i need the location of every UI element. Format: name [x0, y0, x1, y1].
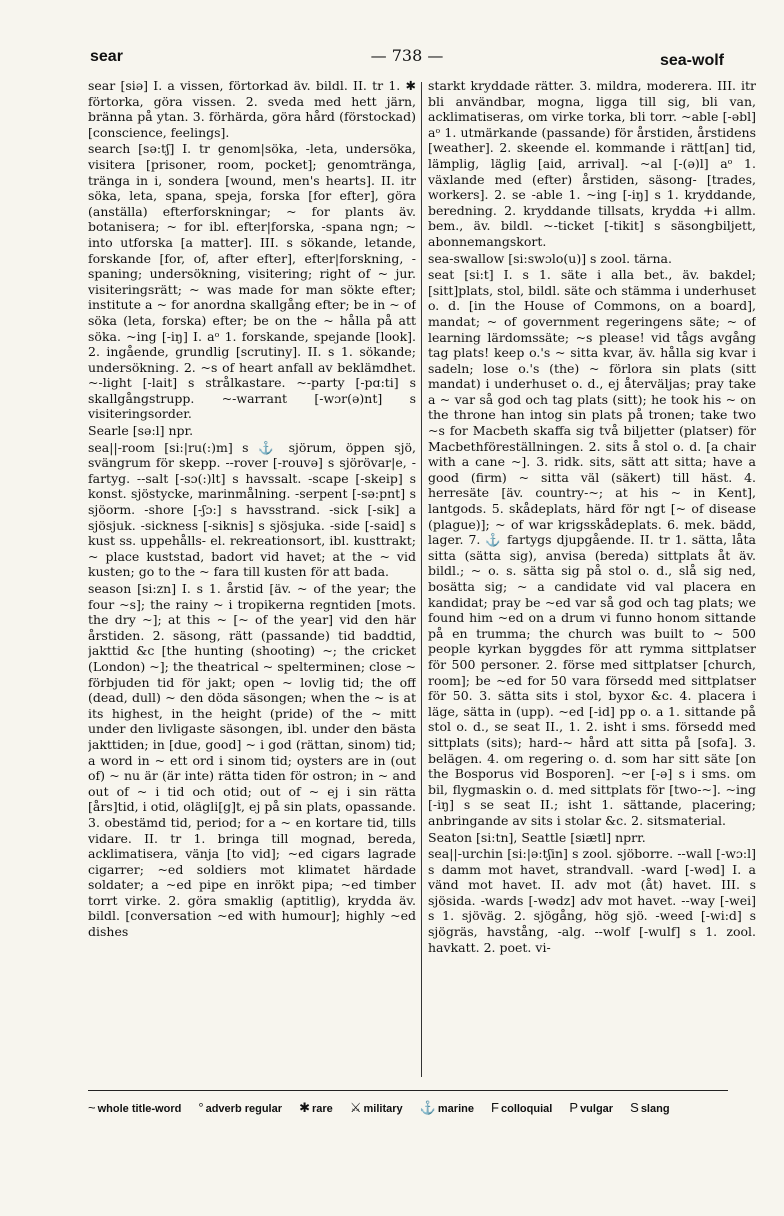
asterisk-icon: ✱	[299, 1100, 310, 1115]
letter-f-icon: F	[491, 1100, 499, 1115]
degree-icon: °	[198, 1100, 204, 1115]
entry-seat: seat [si:t] I. s 1. säte i alla bet., äv. bakdel; [sitt]plats, stol, bildl. säte och stämma i underhuset o. d. [in the House of Commons, on a board], mandat; ~ of government regeringens säte; ~ of learning lärdomssäte; ~s please! vid tågs avgång tag plats! keep o.'s ~ sitta kvar, äv. hålla sig kvar i sadeln; lose o.'s (the) ~ förlora sin plats (sitt mandat) i underhuset o. d., ej återväljas; pray take a ~ var så god och tag plats (sitt); he took his ~ on the throne han intog sin plats på tronen; take two ~s for Macbeth skaffa sig två biljetter (platser) för Macbethföreställningen. 2. sits å stol o. d. [a chair with a cane ~]. 3. ridk. sits, sätt att sitta; have a good (firm) ~ sitta väl (säkert) till häst. 4. herresäte [äv. country-~; at his ~ in Kent], lantgods. 5. skådeplats, härd för ngt [~ of disease (plague)]; ~ of war krigsskådeplats. 6. mek. bädd, lager. 7. ⚓ fartygs djupgående. II. tr 1. sätta, låta sitta (sätta sig), anvisa (bereda) sittplats åt äv. bildl.; ~ o. s. sätta sig på stol o. d., slå sig ned, bosätta sig; ~ a candidate vid val placera en kandidat; pray be ~ed var så god och tag plats; we found him ~ed on a drum vi funno honom sittande på en trumma; the church was built to ~ 500 people kyrkan byggdes för att rymma sittplatser för 500 personer. 2. förse med sittplatser [church, room]; be ~ed for 50 vara försedd med sittplatser för 50. 3. sätta sits i stol, byxor &c. 4. placera i läge, sätta in (upp). ~ed [-id] pp o. a 1. sittande på stol o. d., se seat II., 1. 2. isht i sms. försedd med sittplats (sits); hard-~ hård att sitta på [sofa]. 3. belägen. 4. om regering o. d. som har sitt säte [on the Bosporus vid Bosporen]. ~er [-ə] s i sms. om bil, flygmaskin o. d. med sittplats för [two-~]. ~ing [-iŋ] s se seat II.; isht 1. sättande, placering; anbringande av sits i stolar &c. 2. sitsmaterial.	[428, 267, 756, 828]
page-header	[90, 40, 724, 74]
header-left-guide-word: sear	[90, 48, 123, 65]
page-number: — 738 —	[370, 46, 444, 65]
entry-season: season [si:zn] I. s 1. årstid [äv. ~ of the year; the four ~s]; the rainy ~ i tropikerna regntiden [mots. the dry ~]; at this ~ [~ of the year] vid den här årstiden. 2. säsong, rätt (passande) tid baddtid, jakttid &c [the hunting (shooting) ~; the cricket (London) ~]; the theatrical ~ spelterminen; close ~ förbjuden tid för jakt; open ~ lovlig tid; the off (dead, dull) ~ den döda säsongen; when the ~ is at its highest, in the height (pride) of the ~ mitt under den livligaste säsongen, ibl. under den bästa jakttiden; in [due, good] ~ i god (rättan, sinom) tid; a word in ~ ett ord i sinom tid; oysters are in (out of) ~ nu är (är inte) rätta tiden för ostron; in ~ and out of ~ i tid och otid; out of ~ ej i sin rätta [års]tid, i otid, olägli[g]t, ej på sin plats, opassande. 3. obestämd tid, period; for a ~ en kortare tid, tills vidare. II. tr 1. bringa till mognad, bereda, acklimatisera, vänja [to vid]; ~ed cigars lagrade cigarrer; ~ed soldiers mot klimatet härdade soldater; a ~ed pipe en inrökt pipa; ~ed timber torrt virke. 2. göra smaklig (aptitlig), krydda äv. bildl. [conversation ~ed with humour]; highly ~ed dishes	[88, 581, 416, 940]
entry-sea-room: sea||-room [si:|ru(:)m] s ⚓ sjörum, öppen sjö, svängrum för skepp. --rover [-rouvə] s sjörövar|e, -fartyg. --salt [-sɔ(:)lt] s havssalt. -scape [-skeip] s konst. sjöstycke, marinmålning. -serpent [-sə:pnt] s sjöorm. -shore [-ʃɔ:] s havsstrand. -sick [-sik] a sjösjuk. -sickness [-siknis] s sjösjuka. -side [-said] s kust ss. uppehålls- el. rekreationsort, ibl. kusttrakt; ~ place kuststad, badort vid havet; at the ~ vid kusten; go to the ~ fara till kusten för att bada.	[88, 439, 416, 580]
header-right-guide-word: sea-wolf	[659, 52, 724, 69]
entry-searle: Searle [sə:l] npr.	[88, 423, 194, 439]
left-column	[88, 78, 416, 1083]
legend-item: F colloquial	[491, 1100, 553, 1115]
entry-search: search [sə:tʃ] I. tr genom|söka, -leta, undersöka, visitera [prisoner, room, pocket]; genomtränga, tränga in i, sondera [wound, men's hearts]. II. itr söka, leta, spana, speja, forska [for efter], göra (anställa) efterforskningar; ~ for plants äv. botanisera; ~ for ibl. efter|forska, -spana ngn; ~ into utforska [a matter]. III. s sökande, letande, forskande [for, of, after efter], efter|forskning, -spaning; undersökning, visitering; right of ~ jur. visiteringsrätt; ~ was made for man sökte efter; institute a ~ for anordna skallgång efter; be in ~ of söka (leta, forska) efter; be on the ~ hålla på att söka. ~ing [-iŋ] I. aᵒ 1. forskande, spejande [look]. 2. ingående, grundlig [scrutiny]. II. s 1. sökande; undersökning. 2. ~s of heart anfall av beklämdhet. ~-light [-lait] s strålkastare. ~-party [-pɑ:ti] s skallgångstrupp. ~-warrant [-wɔr(ə)nt] s visiteringsorder.	[88, 141, 416, 422]
entry-sea-swallow: sea-swallow [si:swɔlo(u)] s zool. tärna.	[428, 250, 672, 266]
entry-sea-urchin: sea||-urchin [si:|ə:tʃin] s zool. sjöborre. --wall [-wɔ:l] s damm mot havet, strandvall. -ward [-wəd] I. a vänd mot havet. II. adv mot (åt) havet. III. s sjösida. -wards [-wədz] adv mot havet. --way [-wei] s 1. sjöväg. 2. sjögång, hög sjö. -weed [-wi:d] s sjögräs, havstång, -alg. --wolf [-wulf] s 1. zool. havkatt. 2. poet. vi-	[428, 846, 756, 955]
entry-sear: sear [siə] I. a vissen, förtorkad äv. bildl. II. tr 1. ✱ förtorka, göra vissen. 2. sveda med hett järn, bränna på ytan. 3. förhärda, göra hård (förstockad) [conscience, feelings].	[88, 78, 416, 140]
legend-item: ⚔ military	[349, 1100, 403, 1115]
symbol-legend	[88, 1100, 748, 1116]
tilde-icon: ~	[88, 1100, 96, 1115]
column-divider	[421, 82, 422, 1077]
legend-item: ✱ rare	[299, 1100, 333, 1115]
dictionary-columns	[88, 78, 754, 1083]
letter-s-icon: S	[630, 1100, 639, 1115]
crossed-swords-icon: ⚔	[349, 1100, 362, 1115]
anchor-icon: ⚓	[419, 1100, 436, 1115]
legend-item: P vulgar	[569, 1100, 614, 1115]
right-column	[428, 78, 756, 1083]
legend-item: ⚓ marine	[419, 1100, 474, 1115]
entry-season-continued: starkt kryddade rätter. 3. mildra, moderera. III. itr bli användbar, mogna, ligga till sig, bli van, acklimatiseras, om virke torka, bli torr. ~able [-əbl] aᵒ 1. utmärkande (passande) för årstiden, årstidens [weather]. 2. skeende el. kommande i rätt[an] tid, lämplig, läglig [aid, arrival]. ~al [-(ə)l] aᵒ 1. växlande med (efter) årstiden, säsong- [trades, workers]. 2. se -able 1. ~ing [-iŋ] s 1. kryddande, beredning. 2. kryddande tillsats, krydda +i allm. bem., äv. bildl. ~-ticket [-tikit] s säsongbiljett, abonnemangskort.	[428, 78, 756, 249]
legend-item: ~ whole title-word	[88, 1100, 182, 1115]
legend-item: S slang	[630, 1100, 670, 1115]
entry-seaton: Seaton [si:tn], Seattle [siætl] nprr.	[428, 829, 646, 845]
letter-p-icon: P	[569, 1100, 579, 1115]
legend-item: ° adverb regular	[198, 1100, 283, 1115]
footer-rule	[88, 1090, 728, 1091]
